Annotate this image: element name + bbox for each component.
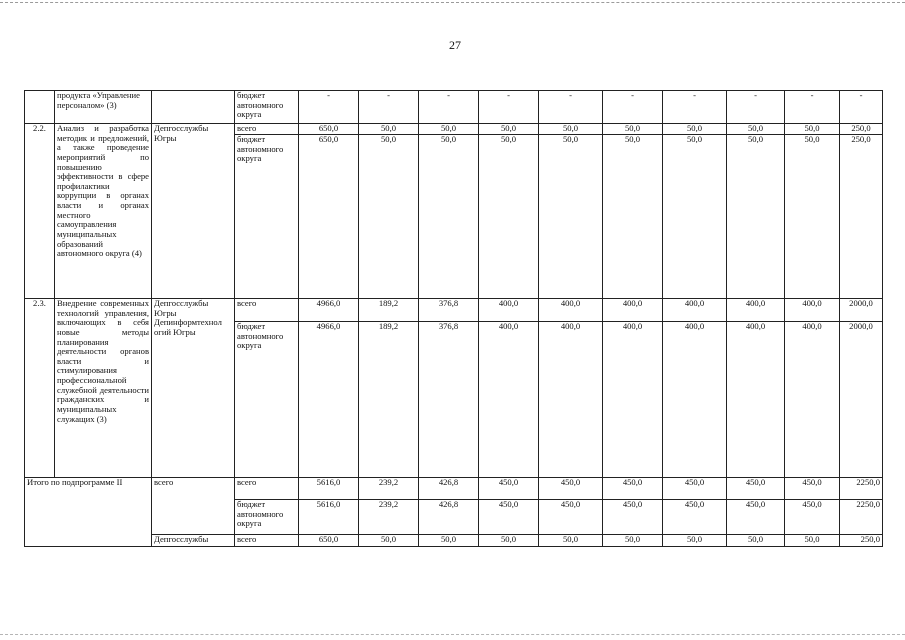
value-cell: -	[603, 91, 663, 124]
value-cell: 50,0	[479, 535, 539, 547]
value-cell: 50,0	[727, 135, 785, 299]
value-cell: 450,0	[479, 500, 539, 535]
value-cell: 450,0	[663, 478, 727, 500]
executor: Депгосслужбы Югры	[152, 124, 235, 299]
value-cell: 50,0	[727, 124, 785, 135]
value-cell: 376,8	[419, 299, 479, 322]
value-cell: 400,0	[479, 299, 539, 322]
value-cell: 250,0	[840, 535, 883, 547]
value-cell: 50,0	[785, 135, 840, 299]
value-cell: 2250,0	[840, 478, 883, 500]
value-cell: 400,0	[603, 299, 663, 322]
value-cell: 50,0	[359, 535, 419, 547]
value-cell: 2000,0	[840, 299, 883, 322]
value-cell: 50,0	[663, 124, 727, 135]
value-cell: 50,0	[663, 135, 727, 299]
activity-name: Внедрение современных технологий управления, включающих в себя новые методы планирования деятельности органов власти и стимулирования профессиональной служебной деятельности гражданских и муниципальных служащих (3)	[55, 299, 152, 478]
funding-source: бюджет автономного округа	[235, 135, 299, 299]
value-cell: -	[785, 91, 840, 124]
value-cell: 450,0	[479, 478, 539, 500]
value-cell: 450,0	[539, 478, 603, 500]
table-row	[25, 535, 883, 547]
value-cell: 650,0	[299, 535, 359, 547]
value-cell: 50,0	[539, 135, 603, 299]
value-cell: -	[479, 91, 539, 124]
funding-source: бюджет автономного округа	[235, 91, 299, 124]
value-cell: 250,0	[840, 124, 883, 135]
table-row	[25, 478, 883, 500]
value-cell: 50,0	[479, 124, 539, 135]
scan-edge-top	[0, 2, 905, 3]
executor: всего	[152, 478, 235, 535]
executor-line: Депинформтехнол огий Югры	[154, 317, 222, 337]
executor	[152, 91, 235, 124]
value-cell: 50,0	[727, 535, 785, 547]
value-cell: 426,8	[419, 478, 479, 500]
value-cell: 450,0	[785, 478, 840, 500]
funding-source: всего	[235, 124, 299, 135]
value-cell: 400,0	[785, 299, 840, 322]
value-cell: 450,0	[785, 500, 840, 535]
value-cell: -	[359, 91, 419, 124]
row-number	[25, 91, 55, 124]
table-row	[25, 124, 883, 135]
table-row	[25, 91, 883, 124]
program-table	[24, 90, 883, 547]
value-cell: 450,0	[727, 500, 785, 535]
value-cell: 450,0	[603, 478, 663, 500]
value-cell: 189,2	[359, 299, 419, 322]
value-cell: 50,0	[419, 135, 479, 299]
value-cell: 50,0	[479, 135, 539, 299]
value-cell: 239,2	[359, 500, 419, 535]
value-cell: 400,0	[727, 299, 785, 322]
value-cell: 400,0	[785, 322, 840, 478]
activity-name: Анализ и разработка методик и предложений, а также проведение мероприятий по повышению эффективности в сфере профилактики коррупции в органах власти и органах местного самоуправления муниципальных образований автономного округа (4)	[55, 124, 152, 299]
scan-edge-bottom	[0, 634, 905, 635]
value-cell: 450,0	[539, 500, 603, 535]
value-cell: 50,0	[419, 124, 479, 135]
funding-source: бюджет автономного округа	[235, 500, 299, 535]
value-cell: 376,8	[419, 322, 479, 478]
value-cell: 450,0	[663, 500, 727, 535]
value-cell: 400,0	[479, 322, 539, 478]
value-cell: 4966,0	[299, 322, 359, 478]
value-cell: 50,0	[603, 535, 663, 547]
value-cell: 400,0	[727, 322, 785, 478]
value-cell: 250,0	[840, 135, 883, 299]
value-cell: 50,0	[785, 535, 840, 547]
value-cell: 400,0	[539, 322, 603, 478]
funding-source: всего	[235, 535, 299, 547]
value-cell: 4966,0	[299, 299, 359, 322]
table-row	[25, 299, 883, 322]
funding-source: всего	[235, 478, 299, 500]
subprogram-total-label: Итого по подпрограмме II	[25, 478, 152, 547]
value-cell: 50,0	[603, 124, 663, 135]
value-cell: 5616,0	[299, 500, 359, 535]
value-cell: 450,0	[727, 478, 785, 500]
value-cell: 50,0	[359, 135, 419, 299]
value-cell: 50,0	[603, 135, 663, 299]
value-cell: -	[663, 91, 727, 124]
value-cell: 400,0	[603, 322, 663, 478]
value-cell: 50,0	[359, 124, 419, 135]
value-cell: 2250,0	[840, 500, 883, 535]
row-number: 2.2.	[25, 124, 55, 299]
value-cell: 2000,0	[840, 322, 883, 478]
executor	[152, 299, 235, 478]
value-cell: 50,0	[785, 124, 840, 135]
value-cell: 650,0	[299, 124, 359, 135]
value-cell: 426,8	[419, 500, 479, 535]
value-cell: -	[539, 91, 603, 124]
row-number: 2.3.	[25, 299, 55, 478]
value-cell: 5616,0	[299, 478, 359, 500]
value-cell: 400,0	[539, 299, 603, 322]
page-number: 27	[449, 38, 461, 52]
funding-source: бюджет автономного округа	[235, 322, 299, 478]
value-cell: 450,0	[603, 500, 663, 535]
value-cell: 400,0	[663, 322, 727, 478]
activity-name: продукта «Управление персоналом» (3)	[55, 91, 152, 124]
executor: Депгосслужбы	[152, 535, 235, 547]
value-cell: -	[419, 91, 479, 124]
value-cell: 50,0	[663, 535, 727, 547]
value-cell: 50,0	[419, 535, 479, 547]
funding-source: всего	[235, 299, 299, 322]
value-cell: -	[299, 91, 359, 124]
value-cell: -	[840, 91, 883, 124]
executor-line: Депгосслужбы Югры	[154, 298, 209, 318]
value-cell: 400,0	[663, 299, 727, 322]
value-cell: 50,0	[539, 124, 603, 135]
value-cell: 189,2	[359, 322, 419, 478]
value-cell: 650,0	[299, 135, 359, 299]
value-cell: -	[727, 91, 785, 124]
value-cell: 50,0	[539, 535, 603, 547]
value-cell: 239,2	[359, 478, 419, 500]
